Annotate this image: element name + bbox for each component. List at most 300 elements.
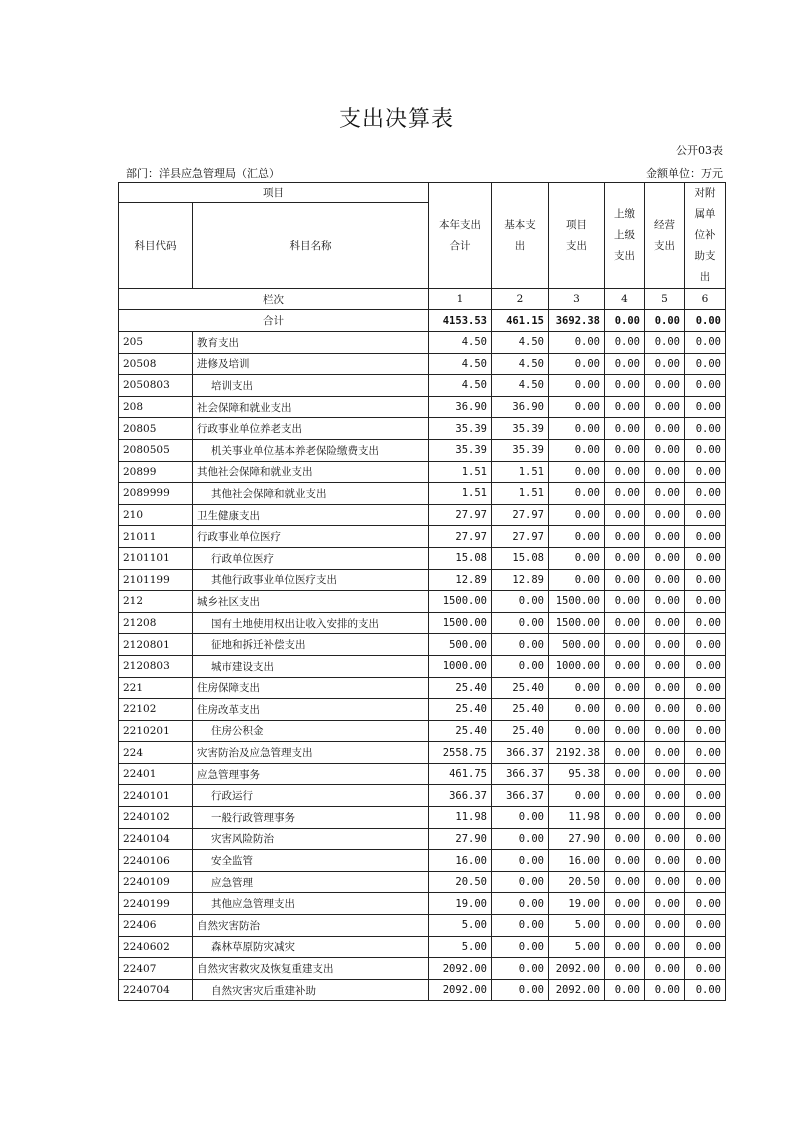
amount-cell: 27.97 — [492, 504, 549, 526]
amount-cell: 0.00 — [492, 655, 549, 677]
subject-name: 社会保障和就业支出 — [193, 396, 429, 418]
amount-cell: 1500.00 — [429, 591, 492, 613]
amount-cell: 0.00 — [492, 871, 549, 893]
amount-cell: 0.00 — [605, 332, 645, 354]
subject-name: 住房保障支出 — [193, 677, 429, 699]
table-row — [119, 677, 726, 699]
subject-name: 其他行政事业单位医疗支出 — [193, 569, 429, 591]
amount-cell: 1000.00 — [429, 655, 492, 677]
header-col3: 项目 支出 — [549, 183, 605, 289]
amount-cell: 0.00 — [492, 936, 549, 958]
table-row — [119, 893, 726, 915]
subject-name: 机关事业单位基本养老保险缴费支出 — [193, 439, 429, 461]
table-row — [119, 504, 726, 526]
total-value: 3692.38 — [549, 310, 605, 332]
table-row — [119, 655, 726, 677]
table-row — [119, 612, 726, 634]
subject-code: 224 — [119, 742, 193, 764]
amount-cell: 35.39 — [492, 418, 549, 440]
amount-cell: 0.00 — [549, 526, 605, 548]
subject-name: 灾害防治及应急管理支出 — [193, 742, 429, 764]
column-number: 2 — [492, 289, 549, 310]
amount-cell: 12.89 — [429, 569, 492, 591]
subject-code: 2120803 — [119, 655, 193, 677]
amount-cell: 0.00 — [605, 396, 645, 418]
table-row — [119, 871, 726, 893]
table-row — [119, 850, 726, 872]
subject-code: 2240106 — [119, 850, 193, 872]
amount-cell: 0.00 — [645, 547, 685, 569]
table-row — [119, 569, 726, 591]
amount-cell: 35.39 — [429, 439, 492, 461]
subject-code: 2240101 — [119, 785, 193, 807]
amount-cell: 0.00 — [645, 720, 685, 742]
form-number: 公开03表 — [676, 144, 723, 157]
amount-cell: 1.51 — [492, 483, 549, 505]
amount-cell: 0.00 — [685, 612, 726, 634]
subject-name: 其他社会保障和就业支出 — [193, 461, 429, 483]
amount-cell: 0.00 — [645, 612, 685, 634]
subject-code: 20805 — [119, 418, 193, 440]
subject-name: 一般行政管理事务 — [193, 807, 429, 829]
amount-cell: 0.00 — [645, 677, 685, 699]
amount-cell: 0.00 — [685, 439, 726, 461]
amount-cell: 0.00 — [685, 915, 726, 937]
table-row — [119, 353, 726, 375]
column-number: 3 — [549, 289, 605, 310]
subject-name: 自然灾害灾后重建补助 — [193, 979, 429, 1001]
amount-cell: 0.00 — [645, 742, 685, 764]
subject-code: 2080505 — [119, 439, 193, 461]
amount-cell: 0.00 — [549, 720, 605, 742]
table-row — [119, 483, 726, 505]
amount-cell: 0.00 — [605, 850, 645, 872]
amount-cell: 2192.38 — [549, 742, 605, 764]
amount-cell: 1500.00 — [549, 591, 605, 613]
subject-code: 22102 — [119, 699, 193, 721]
amount-cell: 0.00 — [645, 375, 685, 397]
amount-cell: 15.08 — [492, 547, 549, 569]
amount-cell: 0.00 — [685, 655, 726, 677]
subject-code: 2240102 — [119, 807, 193, 829]
amount-cell: 95.38 — [549, 763, 605, 785]
amount-cell: 5.00 — [429, 915, 492, 937]
table-row — [119, 591, 726, 613]
subject-name: 行政单位医疗 — [193, 547, 429, 569]
amount-cell: 0.00 — [685, 850, 726, 872]
subject-code: 205 — [119, 332, 193, 354]
total-value: 461.15 — [492, 310, 549, 332]
total-value: 0.00 — [645, 310, 685, 332]
amount-cell: 500.00 — [549, 634, 605, 656]
table-row — [119, 742, 726, 764]
subject-code: 2089999 — [119, 483, 193, 505]
amount-cell: 366.37 — [492, 742, 549, 764]
amount-cell: 25.40 — [429, 699, 492, 721]
amount-cell: 0.00 — [685, 936, 726, 958]
amount-cell: 0.00 — [549, 785, 605, 807]
amount-cell: 0.00 — [685, 979, 726, 1001]
amount-cell: 0.00 — [645, 893, 685, 915]
amount-cell: 0.00 — [605, 483, 645, 505]
header-col5: 经营 支出 — [645, 183, 685, 289]
amount-cell: 5.00 — [549, 915, 605, 937]
amount-cell: 27.90 — [549, 828, 605, 850]
department-label: 部门：洋县应急管理局（汇总） — [126, 167, 280, 180]
amount-cell: 25.40 — [492, 677, 549, 699]
table-row — [119, 439, 726, 461]
amount-cell: 366.37 — [492, 763, 549, 785]
amount-cell: 1500.00 — [429, 612, 492, 634]
amount-cell: 0.00 — [549, 483, 605, 505]
amount-cell: 0.00 — [605, 936, 645, 958]
amount-cell: 0.00 — [645, 396, 685, 418]
total-value: 4153.53 — [429, 310, 492, 332]
amount-cell: 0.00 — [605, 828, 645, 850]
amount-cell: 0.00 — [605, 677, 645, 699]
subject-name: 进修及培训 — [193, 353, 429, 375]
amount-cell: 0.00 — [492, 591, 549, 613]
subject-code: 208 — [119, 396, 193, 418]
amount-cell: 5.00 — [429, 936, 492, 958]
subject-code: 22406 — [119, 915, 193, 937]
amount-cell: 0.00 — [645, 526, 685, 548]
amount-cell: 0.00 — [605, 526, 645, 548]
amount-cell: 0.00 — [605, 547, 645, 569]
total-row — [119, 310, 726, 332]
amount-cell: 0.00 — [605, 958, 645, 980]
amount-cell: 0.00 — [549, 504, 605, 526]
amount-cell: 1000.00 — [549, 655, 605, 677]
total-label: 合计 — [119, 310, 429, 332]
subject-code: 212 — [119, 591, 193, 613]
amount-cell: 0.00 — [685, 569, 726, 591]
header-col4: 上缴 上级 支出 — [605, 183, 645, 289]
amount-cell: 0.00 — [645, 461, 685, 483]
amount-cell: 12.89 — [492, 569, 549, 591]
amount-cell: 0.00 — [685, 807, 726, 829]
total-value: 0.00 — [605, 310, 645, 332]
subject-code: 2240199 — [119, 893, 193, 915]
amount-cell: 0.00 — [605, 893, 645, 915]
subject-name: 征地和拆迁补偿支出 — [193, 634, 429, 656]
amount-cell: 1.51 — [429, 483, 492, 505]
amount-cell: 461.75 — [429, 763, 492, 785]
amount-cell: 4.50 — [429, 332, 492, 354]
amount-cell: 0.00 — [549, 353, 605, 375]
amount-cell: 35.39 — [429, 418, 492, 440]
amount-cell: 11.98 — [429, 807, 492, 829]
amount-cell: 0.00 — [605, 785, 645, 807]
amount-cell: 16.00 — [549, 850, 605, 872]
amount-cell: 0.00 — [605, 375, 645, 397]
subject-name: 灾害风险防治 — [193, 828, 429, 850]
amount-cell: 0.00 — [645, 915, 685, 937]
amount-cell: 0.00 — [645, 483, 685, 505]
amount-cell: 0.00 — [605, 439, 645, 461]
table-row — [119, 958, 726, 980]
amount-cell: 4.50 — [492, 375, 549, 397]
table-row — [119, 332, 726, 354]
amount-cell: 0.00 — [492, 979, 549, 1001]
header-name: 科目名称 — [193, 203, 429, 289]
amount-cell: 20.50 — [549, 871, 605, 893]
amount-cell: 0.00 — [605, 634, 645, 656]
amount-cell: 2558.75 — [429, 742, 492, 764]
amount-cell: 0.00 — [549, 677, 605, 699]
amount-cell: 0.00 — [645, 655, 685, 677]
amount-cell: 0.00 — [549, 699, 605, 721]
amount-cell: 0.00 — [645, 828, 685, 850]
amount-cell: 27.90 — [429, 828, 492, 850]
subject-name: 森林草原防灾减灾 — [193, 936, 429, 958]
table-row — [119, 396, 726, 418]
amount-cell: 0.00 — [685, 504, 726, 526]
amount-cell: 0.00 — [605, 871, 645, 893]
amount-cell: 0.00 — [492, 828, 549, 850]
subject-name: 其他应急管理支出 — [193, 893, 429, 915]
amount-cell: 0.00 — [492, 634, 549, 656]
subject-code: 2101199 — [119, 569, 193, 591]
amount-cell: 25.40 — [492, 720, 549, 742]
amount-cell: 0.00 — [492, 893, 549, 915]
amount-cell: 0.00 — [685, 677, 726, 699]
amount-cell: 2092.00 — [429, 958, 492, 980]
amount-cell: 0.00 — [645, 569, 685, 591]
subject-code: 2120801 — [119, 634, 193, 656]
unit-label: 金额单位：万元 — [646, 167, 723, 180]
amount-cell: 4.50 — [429, 353, 492, 375]
amount-cell: 0.00 — [685, 871, 726, 893]
amount-cell: 0.00 — [605, 418, 645, 440]
amount-cell: 0.00 — [492, 915, 549, 937]
amount-cell: 0.00 — [645, 699, 685, 721]
subject-name: 卫生健康支出 — [193, 504, 429, 526]
amount-cell: 0.00 — [645, 353, 685, 375]
subject-name: 行政事业单位养老支出 — [193, 418, 429, 440]
amount-cell: 15.08 — [429, 547, 492, 569]
subject-code: 2240704 — [119, 979, 193, 1001]
subject-name: 应急管理 — [193, 871, 429, 893]
page-title: 支出决算表 — [338, 107, 454, 132]
subject-code: 22407 — [119, 958, 193, 980]
amount-cell: 0.00 — [645, 785, 685, 807]
amount-cell: 0.00 — [685, 958, 726, 980]
amount-cell: 0.00 — [605, 720, 645, 742]
amount-cell: 0.00 — [605, 353, 645, 375]
amount-cell: 0.00 — [549, 461, 605, 483]
amount-cell: 0.00 — [605, 742, 645, 764]
amount-cell: 19.00 — [549, 893, 605, 915]
amount-cell: 0.00 — [685, 634, 726, 656]
subject-code: 221 — [119, 677, 193, 699]
subject-code: 20508 — [119, 353, 193, 375]
subject-name: 住房改革支出 — [193, 699, 429, 721]
amount-cell: 27.97 — [429, 504, 492, 526]
header-col1: 本年支出 合计 — [429, 183, 492, 289]
amount-cell: 16.00 — [429, 850, 492, 872]
table-row — [119, 785, 726, 807]
amount-cell: 20.50 — [429, 871, 492, 893]
amount-cell: 0.00 — [645, 936, 685, 958]
amount-cell: 0.00 — [492, 807, 549, 829]
amount-cell: 0.00 — [645, 418, 685, 440]
column-number-row — [119, 289, 726, 310]
amount-cell: 19.00 — [429, 893, 492, 915]
amount-cell: 0.00 — [549, 569, 605, 591]
expenditure-table — [118, 182, 726, 1001]
amount-cell: 0.00 — [685, 375, 726, 397]
subject-code: 21011 — [119, 526, 193, 548]
column-number-label: 栏次 — [119, 289, 429, 310]
subject-code: 2050803 — [119, 375, 193, 397]
amount-cell: 0.00 — [685, 699, 726, 721]
amount-cell: 4.50 — [429, 375, 492, 397]
subject-name: 国有土地使用权出让收入安排的支出 — [193, 612, 429, 634]
subject-name: 行政运行 — [193, 785, 429, 807]
amount-cell: 0.00 — [685, 785, 726, 807]
amount-cell: 0.00 — [605, 915, 645, 937]
amount-cell: 1.51 — [429, 461, 492, 483]
subject-code: 2240104 — [119, 828, 193, 850]
amount-cell: 0.00 — [645, 439, 685, 461]
amount-cell: 0.00 — [605, 655, 645, 677]
amount-cell: 0.00 — [492, 958, 549, 980]
column-number: 4 — [605, 289, 645, 310]
subject-name: 其他社会保障和就业支出 — [193, 483, 429, 505]
amount-cell: 0.00 — [492, 612, 549, 634]
amount-cell: 0.00 — [685, 591, 726, 613]
table-row — [119, 720, 726, 742]
subject-name: 安全监管 — [193, 850, 429, 872]
subject-name: 城乡社区支出 — [193, 591, 429, 613]
amount-cell: 0.00 — [605, 979, 645, 1001]
table-row — [119, 807, 726, 829]
table-row — [119, 936, 726, 958]
amount-cell: 0.00 — [685, 720, 726, 742]
amount-cell: 25.40 — [429, 677, 492, 699]
amount-cell: 0.00 — [685, 526, 726, 548]
amount-cell: 0.00 — [645, 871, 685, 893]
amount-cell: 0.00 — [605, 807, 645, 829]
amount-cell: 0.00 — [549, 375, 605, 397]
amount-cell: 27.97 — [492, 526, 549, 548]
amount-cell: 4.50 — [492, 353, 549, 375]
amount-cell: 0.00 — [549, 332, 605, 354]
subject-name: 应急管理事务 — [193, 763, 429, 785]
amount-cell: 0.00 — [549, 418, 605, 440]
amount-cell: 25.40 — [492, 699, 549, 721]
amount-cell: 5.00 — [549, 936, 605, 958]
amount-cell: 0.00 — [605, 461, 645, 483]
table-row — [119, 547, 726, 569]
amount-cell: 0.00 — [645, 979, 685, 1001]
amount-cell: 0.00 — [645, 850, 685, 872]
column-number: 1 — [429, 289, 492, 310]
amount-cell: 0.00 — [605, 591, 645, 613]
amount-cell: 0.00 — [685, 742, 726, 764]
subject-code: 20899 — [119, 461, 193, 483]
amount-cell: 27.97 — [429, 526, 492, 548]
table-row — [119, 828, 726, 850]
amount-cell: 36.90 — [492, 396, 549, 418]
amount-cell: 0.00 — [645, 807, 685, 829]
amount-cell: 36.90 — [429, 396, 492, 418]
subject-code: 22401 — [119, 763, 193, 785]
subject-name: 住房公积金 — [193, 720, 429, 742]
amount-cell: 0.00 — [645, 332, 685, 354]
table-row — [119, 418, 726, 440]
subject-name: 教育支出 — [193, 332, 429, 354]
table-row — [119, 763, 726, 785]
table-row — [119, 699, 726, 721]
amount-cell: 366.37 — [429, 785, 492, 807]
subject-name: 行政事业单位医疗 — [193, 526, 429, 548]
amount-cell: 1.51 — [492, 461, 549, 483]
subject-code: 2101101 — [119, 547, 193, 569]
amount-cell: 0.00 — [685, 396, 726, 418]
subject-code: 2210201 — [119, 720, 193, 742]
amount-cell: 25.40 — [429, 720, 492, 742]
header-item: 项目 — [119, 183, 429, 203]
column-number: 6 — [685, 289, 726, 310]
header-code: 科目代码 — [119, 203, 193, 289]
amount-cell: 0.00 — [549, 439, 605, 461]
amount-cell: 0.00 — [605, 699, 645, 721]
column-number: 5 — [645, 289, 685, 310]
subject-name: 自然灾害防治 — [193, 915, 429, 937]
amount-cell: 0.00 — [685, 332, 726, 354]
amount-cell: 11.98 — [549, 807, 605, 829]
subject-code: 2240109 — [119, 871, 193, 893]
subject-code: 2240602 — [119, 936, 193, 958]
amount-cell: 0.00 — [685, 828, 726, 850]
table-row — [119, 634, 726, 656]
amount-cell: 0.00 — [685, 547, 726, 569]
amount-cell: 0.00 — [645, 504, 685, 526]
amount-cell: 35.39 — [492, 439, 549, 461]
header-col6: 对附 属单 位补 助支 出 — [685, 183, 726, 289]
amount-cell: 2092.00 — [549, 979, 605, 1001]
subject-name: 城市建设支出 — [193, 655, 429, 677]
amount-cell: 0.00 — [549, 396, 605, 418]
amount-cell: 2092.00 — [549, 958, 605, 980]
amount-cell: 0.00 — [605, 504, 645, 526]
amount-cell: 0.00 — [605, 569, 645, 591]
amount-cell: 366.37 — [492, 785, 549, 807]
amount-cell: 0.00 — [605, 612, 645, 634]
amount-cell: 0.00 — [685, 483, 726, 505]
subject-code: 210 — [119, 504, 193, 526]
amount-cell: 1500.00 — [549, 612, 605, 634]
table-row — [119, 461, 726, 483]
total-value: 0.00 — [685, 310, 726, 332]
amount-cell: 2092.00 — [429, 979, 492, 1001]
table-row — [119, 526, 726, 548]
subject-name: 自然灾害救灾及恢复重建支出 — [193, 958, 429, 980]
amount-cell: 0.00 — [685, 893, 726, 915]
subject-code: 21208 — [119, 612, 193, 634]
subject-name: 培训支出 — [193, 375, 429, 397]
amount-cell: 0.00 — [685, 418, 726, 440]
amount-cell: 0.00 — [645, 591, 685, 613]
amount-cell: 500.00 — [429, 634, 492, 656]
amount-cell: 0.00 — [605, 763, 645, 785]
header-col2: 基本支 出 — [492, 183, 549, 289]
amount-cell: 0.00 — [645, 634, 685, 656]
table-row — [119, 375, 726, 397]
amount-cell: 0.00 — [685, 461, 726, 483]
